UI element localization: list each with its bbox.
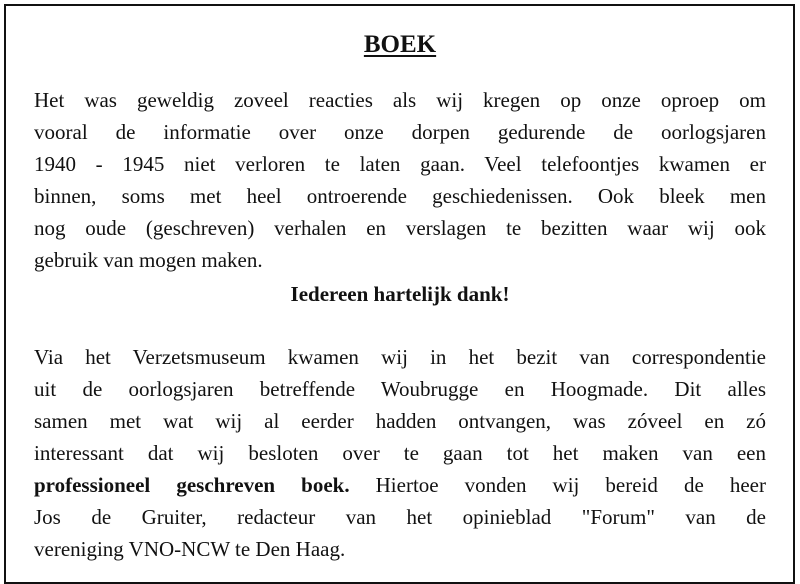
paragraph-line: binnen, soms met heel ontroerende geschiedenissen. Ook bleek men bbox=[34, 184, 766, 208]
paragraph-line: Via het Verzetsmuseum kwamen wij in het bezit van correspondentie bbox=[34, 345, 766, 369]
paragraph-line: gebruik van mogen maken. bbox=[34, 248, 263, 272]
paragraph-line: 1940 - 1945 niet verloren te laten gaan. Veel telefoontjes kwamen er bbox=[34, 152, 766, 176]
paragraph-line: vooral de informatie over onze dorpen gedurende de oorlogsjaren bbox=[34, 120, 766, 144]
bold-phrase: professioneel geschreven boek. bbox=[34, 473, 350, 497]
thanks-heading: Iedereen hartelijk dank! bbox=[290, 282, 510, 306]
paragraph-line: nog oude (geschreven) verhalen en verslagen te bezitten waar wij ook bbox=[34, 216, 766, 240]
paragraph-line: Het was geweldig zoveel reacties als wij kregen op onze oproep om bbox=[34, 88, 766, 112]
paragraph-line-mixed bbox=[34, 473, 766, 497]
paragraph-line: Jos de Gruiter, redacteur van het opinieblad "Forum" van de bbox=[34, 505, 766, 529]
paragraph-line: uit de oorlogsjaren betreffende Woubrugge en Hoogmade. Dit alles bbox=[34, 377, 766, 401]
paragraph-line: samen met wat wij al eerder hadden ontvangen, was zóveel en zó bbox=[34, 409, 766, 433]
line-continuation: Hiertoe vonden wij bereid de heer bbox=[349, 473, 766, 497]
paragraph-line: vereniging VNO-NCW te Den Haag. bbox=[34, 537, 346, 561]
page-title: BOEK bbox=[363, 31, 437, 58]
paragraph-line: interessant dat wij besloten over te gaan tot het maken van een bbox=[34, 441, 766, 465]
